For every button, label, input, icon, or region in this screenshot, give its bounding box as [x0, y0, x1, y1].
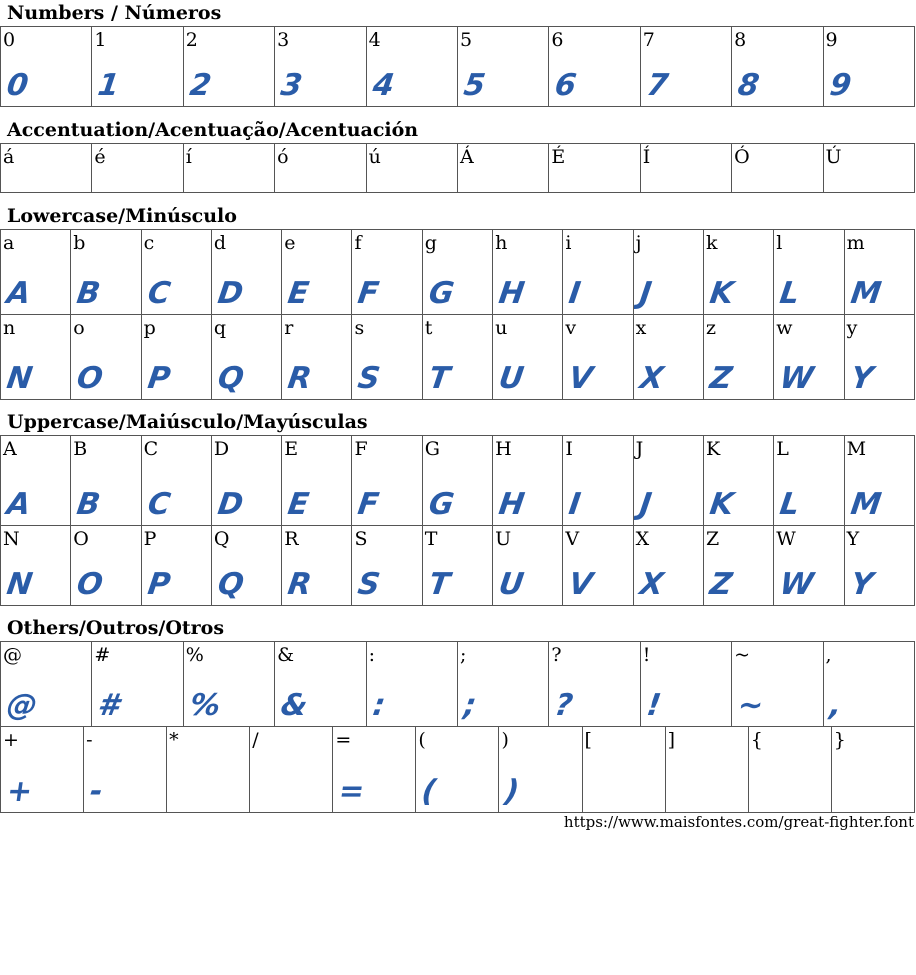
glyph-cell	[774, 526, 844, 606]
font-glyph-sample: G	[426, 487, 456, 522]
font-glyph-sample: O	[74, 361, 106, 396]
character-label: n	[3, 317, 16, 339]
character-label: á	[3, 146, 15, 168]
glyph-cell	[183, 144, 274, 193]
font-glyph-sample: =	[336, 774, 367, 809]
glyph-cell	[563, 315, 633, 400]
character-label: ,	[825, 644, 832, 666]
character-label: ]	[667, 729, 676, 751]
font-glyph-sample: !	[644, 688, 663, 723]
character-label: É	[551, 146, 566, 168]
font-glyph-sample: :	[370, 688, 388, 723]
character-label: 9	[825, 29, 838, 51]
font-glyph-sample: I	[566, 487, 584, 522]
character-label: w	[776, 317, 793, 339]
character-label: ;	[459, 644, 467, 666]
font-glyph-sample: F	[356, 276, 382, 311]
glyph-cell	[352, 436, 422, 526]
accents-grid	[0, 143, 915, 193]
font-glyph-sample: 9	[827, 68, 853, 103]
glyph-cell	[549, 642, 640, 727]
character-label: E	[284, 438, 299, 460]
glyph-cell	[831, 727, 914, 813]
glyph-cell	[352, 230, 422, 315]
glyph-cell	[633, 315, 703, 400]
character-label: t	[424, 317, 433, 339]
character-label: !	[642, 644, 651, 666]
glyph-cell	[366, 144, 457, 193]
font-glyph-sample: H	[496, 487, 527, 522]
character-label: H	[495, 438, 512, 460]
glyph-cell	[352, 315, 422, 400]
character-label: A	[3, 438, 17, 460]
character-label: O	[73, 528, 89, 550]
font-glyph-sample: 0	[4, 68, 31, 103]
character-label: o	[73, 317, 85, 339]
section-title-uppercase: Uppercase/Maiúsculo/Mayúsculas	[7, 411, 368, 433]
font-glyph-sample: R	[285, 567, 314, 602]
character-label: Ú	[825, 146, 842, 168]
font-glyph-sample: S	[356, 361, 383, 396]
font-glyph-sample: P	[145, 567, 173, 602]
character-label: I	[565, 438, 573, 460]
glyph-cell	[282, 230, 352, 315]
font-glyph-sample: Y	[848, 567, 875, 602]
character-label: #	[94, 644, 111, 666]
font-glyph-sample: O	[74, 567, 106, 602]
font-glyph-sample: M	[848, 276, 883, 311]
font-glyph-sample: 7	[644, 68, 671, 103]
font-glyph-sample: B	[74, 487, 103, 522]
character-label: p	[143, 317, 156, 339]
section-title-accents: Accentuation/Acentuação/Acentuación	[7, 119, 419, 141]
character-label: B	[73, 438, 88, 460]
character-label: C	[143, 438, 159, 460]
font-glyph-sample: J	[637, 276, 654, 311]
character-label: s	[354, 317, 365, 339]
glyph-cell	[640, 27, 731, 107]
font-glyph-sample: C	[145, 276, 173, 311]
character-label: L	[776, 438, 789, 460]
glyph-cell	[493, 526, 563, 606]
character-label: X	[635, 528, 650, 550]
glyph-cell	[499, 727, 582, 813]
character-label: d	[213, 232, 227, 254]
character-label: Y	[846, 528, 860, 550]
font-glyph-sample: P	[145, 361, 173, 396]
font-glyph-sample: Q	[215, 567, 246, 602]
glyph-cell	[211, 315, 281, 400]
glyph-cell	[640, 144, 731, 193]
font-glyph-sample: Y	[848, 361, 875, 396]
glyph-cell	[563, 526, 633, 606]
glyph-cell	[1, 642, 92, 727]
lowercase-grid-row1	[0, 229, 915, 315]
glyph-cell	[1, 727, 84, 813]
character-label: :	[368, 644, 375, 666]
font-glyph-sample: V	[566, 567, 596, 602]
glyph-cell	[844, 436, 914, 526]
glyph-cell	[563, 436, 633, 526]
glyph-cell	[416, 727, 499, 813]
lowercase-grid-row2	[0, 314, 915, 400]
character-label: @	[3, 644, 22, 666]
glyph-cell	[823, 642, 914, 727]
character-label: 2	[185, 29, 198, 51]
font-glyph-sample: -	[87, 774, 106, 809]
glyph-cell	[549, 144, 640, 193]
font-glyph-sample: #	[96, 688, 122, 723]
character-label: 1	[94, 29, 107, 51]
character-label: D	[213, 438, 230, 460]
character-label: 3	[277, 29, 290, 51]
character-label: F	[354, 438, 368, 460]
character-label: Á	[459, 146, 474, 168]
character-label: 6	[551, 29, 564, 51]
glyph-cell	[1, 315, 71, 400]
glyph-cell	[282, 315, 352, 400]
glyph-cell	[633, 436, 703, 526]
glyph-cell	[844, 230, 914, 315]
glyph-cell	[549, 27, 640, 107]
glyph-cell	[732, 27, 823, 107]
character-label: q	[213, 317, 227, 339]
character-label: Q	[213, 528, 230, 550]
glyph-cell	[774, 436, 844, 526]
glyph-cell	[1, 230, 71, 315]
character-label: 5	[459, 29, 473, 51]
glyph-cell	[167, 727, 250, 813]
character-label: K	[705, 438, 721, 460]
glyph-cell	[457, 144, 548, 193]
font-glyph-sample: U	[496, 361, 526, 396]
glyph-cell	[493, 436, 563, 526]
glyph-cell	[844, 526, 914, 606]
glyph-cell	[366, 27, 457, 107]
character-label: ?	[551, 644, 562, 666]
glyph-cell	[640, 642, 731, 727]
glyph-cell	[211, 526, 281, 606]
font-glyph-sample: K	[707, 276, 736, 311]
font-glyph-sample: U	[496, 567, 526, 602]
character-label: {	[750, 729, 763, 751]
character-label: Z	[705, 528, 720, 550]
glyph-cell	[633, 230, 703, 315]
character-label: 8	[734, 29, 747, 51]
character-label: m	[846, 232, 865, 254]
font-glyph-sample: N	[4, 361, 35, 396]
character-label: ó	[277, 146, 289, 168]
font-glyph-sample: K	[707, 487, 736, 522]
font-glyph-sample: F	[356, 487, 382, 522]
glyph-cell	[774, 315, 844, 400]
font-glyph-sample: 5	[461, 68, 488, 103]
font-glyph-sample: 2	[187, 68, 214, 103]
glyph-cell	[422, 436, 492, 526]
glyph-cell	[633, 526, 703, 606]
glyph-cell	[823, 144, 914, 193]
glyph-cell	[92, 642, 183, 727]
character-label: c	[143, 232, 155, 254]
glyph-cell	[748, 727, 831, 813]
character-label: b	[73, 232, 86, 254]
glyph-cell	[563, 230, 633, 315]
glyph-cell	[703, 526, 773, 606]
character-label: W	[776, 528, 796, 550]
glyph-cell	[422, 315, 492, 400]
glyph-cell	[183, 642, 274, 727]
character-label: %	[185, 644, 204, 666]
numbers-grid	[0, 26, 915, 107]
glyph-cell	[1, 27, 92, 107]
font-glyph-sample: ;	[461, 688, 479, 723]
character-label: P	[143, 528, 157, 550]
glyph-cell	[333, 727, 416, 813]
character-label: z	[705, 317, 716, 339]
font-glyph-sample: (	[420, 774, 439, 809]
character-label: }	[833, 729, 846, 751]
glyph-cell	[71, 526, 141, 606]
font-glyph-sample: B	[74, 276, 103, 311]
glyph-cell	[703, 315, 773, 400]
character-label: -	[86, 729, 93, 751]
glyph-cell	[1, 144, 92, 193]
glyph-cell	[211, 436, 281, 526]
character-label: G	[424, 438, 440, 460]
glyph-cell	[422, 526, 492, 606]
font-glyph-sample: C	[145, 487, 173, 522]
font-glyph-sample: 3	[278, 68, 305, 103]
glyph-cell	[71, 436, 141, 526]
glyph-cell	[71, 230, 141, 315]
character-label: k	[705, 232, 718, 254]
font-glyph-sample: X	[637, 361, 666, 396]
font-glyph-sample: &	[278, 688, 310, 723]
glyph-cell	[141, 436, 211, 526]
source-url[interactable]: https://www.maisfontes.com/great-fighter.font	[563, 813, 914, 831]
character-label: f	[354, 232, 362, 254]
font-glyph-sample: ,	[827, 688, 844, 723]
section-title-others: Others/Outros/Otros	[7, 617, 225, 639]
glyph-cell	[92, 27, 183, 107]
glyph-cell	[141, 526, 211, 606]
character-label: =	[335, 729, 352, 751]
font-glyph-sample: I	[566, 276, 584, 311]
character-label: 4	[368, 29, 381, 51]
font-glyph-sample: T	[426, 567, 452, 602]
character-label: Ó	[734, 146, 750, 168]
font-glyph-sample: G	[426, 276, 456, 311]
character-label: )	[501, 729, 509, 751]
section-title-numbers: Numbers / Números	[7, 2, 222, 24]
character-label: i	[565, 232, 572, 254]
font-glyph-sample: W	[777, 361, 816, 396]
font-glyph-sample: W	[777, 567, 816, 602]
character-label: &	[277, 644, 295, 666]
font-glyph-sample: A	[4, 487, 33, 522]
glyph-cell	[457, 642, 548, 727]
glyph-cell	[84, 727, 167, 813]
glyph-cell	[703, 436, 773, 526]
font-glyph-sample: R	[285, 361, 314, 396]
glyph-cell	[493, 230, 563, 315]
font-glyph-sample: 4	[370, 68, 396, 103]
character-label: u	[495, 317, 508, 339]
glyph-cell	[774, 230, 844, 315]
glyph-cell	[1, 526, 71, 606]
font-glyph-sample: E	[285, 276, 312, 311]
character-label: S	[354, 528, 368, 550]
character-label: a	[3, 232, 15, 254]
character-label: e	[284, 232, 296, 254]
glyph-cell	[703, 230, 773, 315]
character-label: g	[424, 232, 437, 254]
character-label: R	[284, 528, 299, 550]
font-glyph-sample: @	[4, 688, 40, 723]
glyph-cell	[493, 315, 563, 400]
font-glyph-sample: ?	[552, 688, 576, 723]
character-label: 7	[642, 29, 655, 51]
font-glyph-sample: N	[4, 567, 35, 602]
character-label: [	[584, 729, 592, 751]
glyph-cell	[211, 230, 281, 315]
uppercase-grid-row1	[0, 435, 915, 526]
others-grid-row1	[0, 641, 915, 727]
character-label: *	[169, 729, 179, 751]
glyph-cell	[582, 727, 665, 813]
glyph-cell	[250, 727, 333, 813]
font-glyph-sample: L	[777, 276, 802, 311]
glyph-cell	[282, 436, 352, 526]
character-label: x	[635, 317, 647, 339]
glyph-cell	[823, 27, 914, 107]
font-glyph-sample: %	[187, 688, 223, 723]
character-label: ~	[734, 644, 751, 666]
font-glyph-sample: L	[777, 487, 802, 522]
glyph-cell	[732, 144, 823, 193]
glyph-cell	[92, 144, 183, 193]
character-label: j	[635, 232, 642, 254]
glyph-cell	[275, 642, 366, 727]
glyph-cell	[352, 526, 422, 606]
glyph-cell	[275, 27, 366, 107]
character-label: y	[846, 317, 858, 339]
glyph-cell	[457, 27, 548, 107]
font-glyph-sample: Q	[215, 361, 246, 396]
uppercase-grid-row2	[0, 525, 915, 606]
section-title-lowercase: Lowercase/Minúsculo	[7, 205, 237, 227]
glyph-cell	[282, 526, 352, 606]
glyph-cell	[275, 144, 366, 193]
character-label: +	[3, 729, 19, 751]
glyph-cell	[844, 315, 914, 400]
character-label: í	[185, 146, 192, 168]
character-label: J	[635, 438, 644, 460]
font-glyph-sample: Z	[707, 567, 735, 602]
character-label: M	[846, 438, 867, 460]
font-glyph-sample: D	[215, 276, 246, 311]
font-glyph-sample: S	[356, 567, 383, 602]
character-label: v	[565, 317, 577, 339]
glyph-cell	[422, 230, 492, 315]
font-glyph-sample: +	[4, 774, 35, 809]
glyph-cell	[1, 436, 71, 526]
character-label: r	[284, 317, 294, 339]
glyph-cell	[141, 315, 211, 400]
glyph-cell	[71, 315, 141, 400]
font-glyph-sample: H	[496, 276, 527, 311]
glyph-cell	[183, 27, 274, 107]
others-grid-row2	[0, 726, 915, 813]
font-glyph-sample: J	[637, 487, 654, 522]
character-label: (	[418, 729, 426, 751]
font-glyph-sample: )	[503, 774, 522, 809]
character-label: é	[94, 146, 106, 168]
font-glyph-sample: 6	[552, 68, 579, 103]
glyph-cell	[366, 642, 457, 727]
font-glyph-sample: X	[637, 567, 666, 602]
font-glyph-sample: E	[285, 487, 312, 522]
character-label: 0	[3, 29, 16, 51]
character-label: U	[495, 528, 512, 550]
character-label: l	[776, 232, 783, 254]
font-glyph-sample: T	[426, 361, 452, 396]
font-glyph-sample: D	[215, 487, 246, 522]
character-label: T	[424, 528, 438, 550]
font-glyph-sample: 1	[96, 68, 122, 103]
font-glyph-sample: V	[566, 361, 596, 396]
character-label: ú	[368, 146, 381, 168]
character-label: N	[3, 528, 20, 550]
character-label: /	[252, 729, 259, 751]
character-label: V	[565, 528, 580, 550]
glyph-cell	[141, 230, 211, 315]
character-label: Í	[642, 146, 651, 168]
glyph-cell	[732, 642, 823, 727]
font-glyph-sample: ~	[735, 688, 766, 723]
font-glyph-sample: M	[848, 487, 883, 522]
font-glyph-sample: Z	[707, 361, 735, 396]
character-label: h	[495, 232, 508, 254]
font-glyph-sample: A	[4, 276, 33, 311]
glyph-cell	[665, 727, 748, 813]
font-glyph-sample: 8	[735, 68, 762, 103]
